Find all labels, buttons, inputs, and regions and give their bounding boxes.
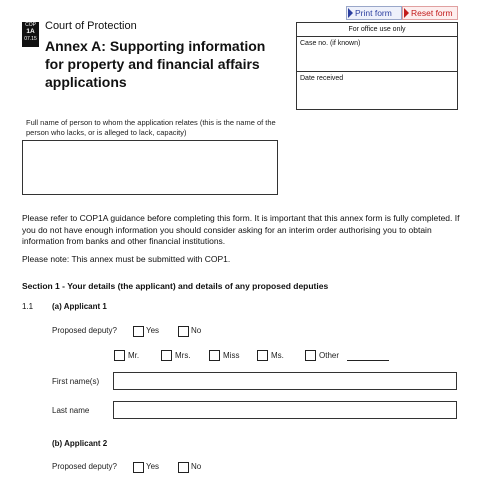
applicant-1-heading: (a) Applicant 1 <box>52 302 107 311</box>
title-other-input[interactable] <box>347 360 389 361</box>
title-mr-checkbox[interactable] <box>114 350 125 361</box>
title-mr-label: Mr. <box>128 351 140 360</box>
title-mrs-label: Mrs. <box>175 351 191 360</box>
yes-label: Yes <box>146 326 160 335</box>
full-name-label: Full name of person to whom the application relates (this is the name of the person who lacks, or is alleged to lack, capacity) <box>26 118 276 137</box>
first-names-label: First name(s) <box>52 377 100 386</box>
submission-note: Please note: This annex must be submitted with COP1. <box>22 254 231 264</box>
print-form-button[interactable]: Print form <box>346 6 402 20</box>
guidance-text: Please refer to COP1A guidance before completing this form. It is important that this annex form is fully completed. If you do not have enough information you should consider asking for an interim order authorising you to obtain information from banks and other financial institutions. <box>22 213 460 246</box>
applicant2-deputy-yes-checkbox[interactable] <box>133 462 144 473</box>
full-name-input[interactable] <box>22 140 278 195</box>
title-other-checkbox[interactable] <box>305 350 316 361</box>
applicant1-first-names-input[interactable] <box>113 372 457 390</box>
office-use-box <box>296 22 458 110</box>
reset-arrow-icon <box>404 8 409 18</box>
applicant2-deputy-no-checkbox[interactable] <box>178 462 189 473</box>
section-1-heading: Section 1 - Your details (the applicant) and details of any proposed deputies <box>22 281 329 291</box>
applicant1-last-name-input[interactable] <box>113 401 457 419</box>
last-name-label: Last name <box>52 406 90 415</box>
proposed-deputy-label-2: Proposed deputy? <box>52 462 117 471</box>
case-number-field[interactable]: Case no. (if known) <box>297 37 457 72</box>
yes-label-2: Yes <box>146 462 160 471</box>
title-miss-checkbox[interactable] <box>209 350 220 361</box>
print-arrow-icon <box>348 8 353 18</box>
title-ms-label: Ms. <box>271 351 284 360</box>
reset-form-button[interactable]: Reset form <box>402 6 458 20</box>
title-mrs-checkbox[interactable] <box>161 350 172 361</box>
office-use-heading: For office use only <box>297 23 457 37</box>
question-number: 1.1 <box>22 302 34 311</box>
form-code-badge: COP 1A 07.15 <box>22 22 39 47</box>
no-label: No <box>191 326 202 335</box>
title-other-label: Other <box>319 351 340 360</box>
court-name: Court of Protection <box>45 20 137 32</box>
applicant-2-heading: (b) Applicant 2 <box>52 439 108 448</box>
date-received-field[interactable]: Date received <box>300 75 344 82</box>
no-label-2: No <box>191 462 202 471</box>
page-title: Annex A: Supporting information for property and financial affairs applications <box>45 38 266 90</box>
proposed-deputy-label-1: Proposed deputy? <box>52 326 117 335</box>
applicant1-deputy-yes-checkbox[interactable] <box>133 326 144 337</box>
applicant1-deputy-no-checkbox[interactable] <box>178 326 189 337</box>
title-miss-label: Miss <box>223 351 240 360</box>
title-ms-checkbox[interactable] <box>257 350 268 361</box>
